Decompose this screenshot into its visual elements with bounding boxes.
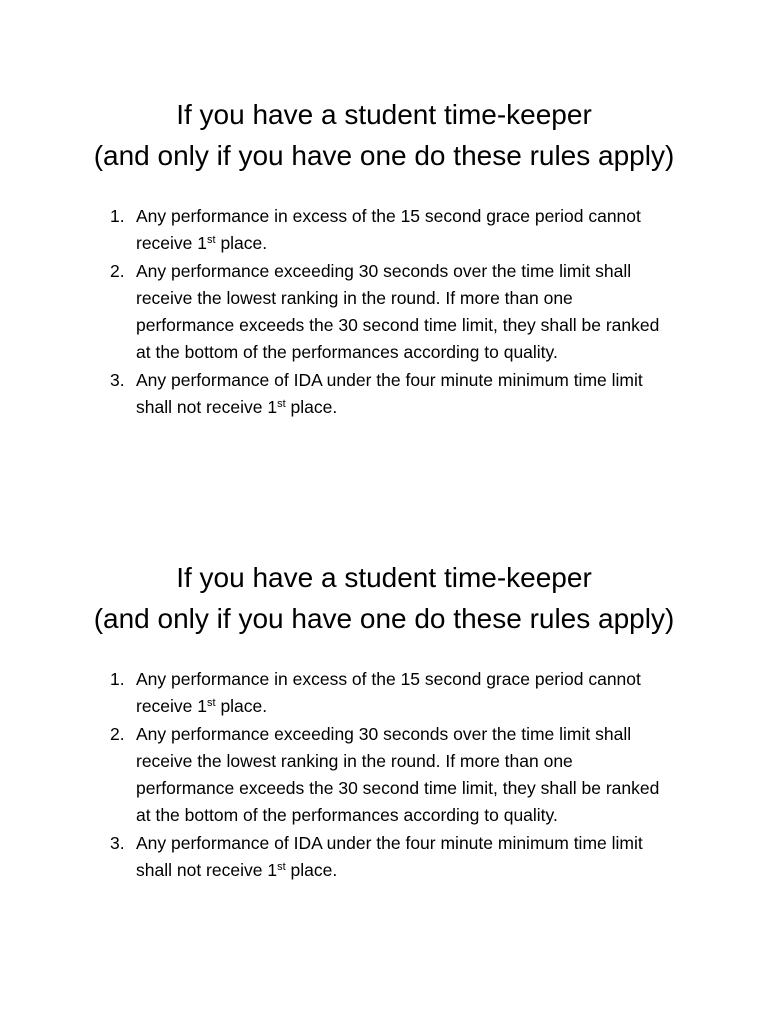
rule-number: 2. [110,260,125,281]
rule-number: 3. [110,369,125,390]
rules-list [110,203,670,421]
rule-text: Any performance exceeding 30 seconds over the time limit shall receive the lowest ranking in the round. If more than one performance exceeds the 30 second time limit, they shall be ranked at the bottom of the performances according to quality. [136,723,660,826]
rule-number: 1. [110,206,125,226]
rule-text: Any performance of IDA under the four minute minimum time limit shall not receive 1st place. [136,832,643,881]
ordinal-suffix: st [277,398,286,411]
rules-section [0,557,768,884]
rules-list [110,666,670,884]
heading-line-1: If you have a student time-keeper [176,99,592,130]
ordinal-suffix: st [207,234,216,247]
ordinal-suffix: st [207,697,216,710]
rule-text: Any performance in excess of the 15 second grace period cannot receive 1st place. [136,206,641,254]
rule-item-3 [110,830,670,885]
rule-text: Any performance exceeding 30 seconds over the time limit shall receive the lowest ranking in the round. If more than one performance exceeds the 30 second time limit, they shall be ranked at the bottom of the performances according to quality. [136,260,660,363]
ordinal-suffix: st [277,861,286,874]
heading-line-2: (and only if you have one do these rules apply) [93,140,675,171]
rule-text: Any performance of IDA under the four minute minimum time limit shall not receive 1st place. [136,369,643,418]
heading-line-1: If you have a student time-keeper [176,562,592,593]
rule-number: 3. [110,832,125,853]
rule-item-2 [110,258,670,367]
section-heading [0,94,768,176]
rules-section [0,94,768,421]
heading-line-2: (and only if you have one do these rules apply) [93,603,675,634]
section-heading [0,557,768,639]
rule-item-1 [110,666,670,721]
rule-text: Any performance in excess of the 15 second grace period cannot receive 1st place. [136,669,641,717]
rule-item-1 [110,203,670,258]
rule-number: 1. [110,669,125,689]
rule-number: 2. [110,723,125,744]
rule-item-3 [110,367,670,422]
rule-item-2 [110,721,670,830]
